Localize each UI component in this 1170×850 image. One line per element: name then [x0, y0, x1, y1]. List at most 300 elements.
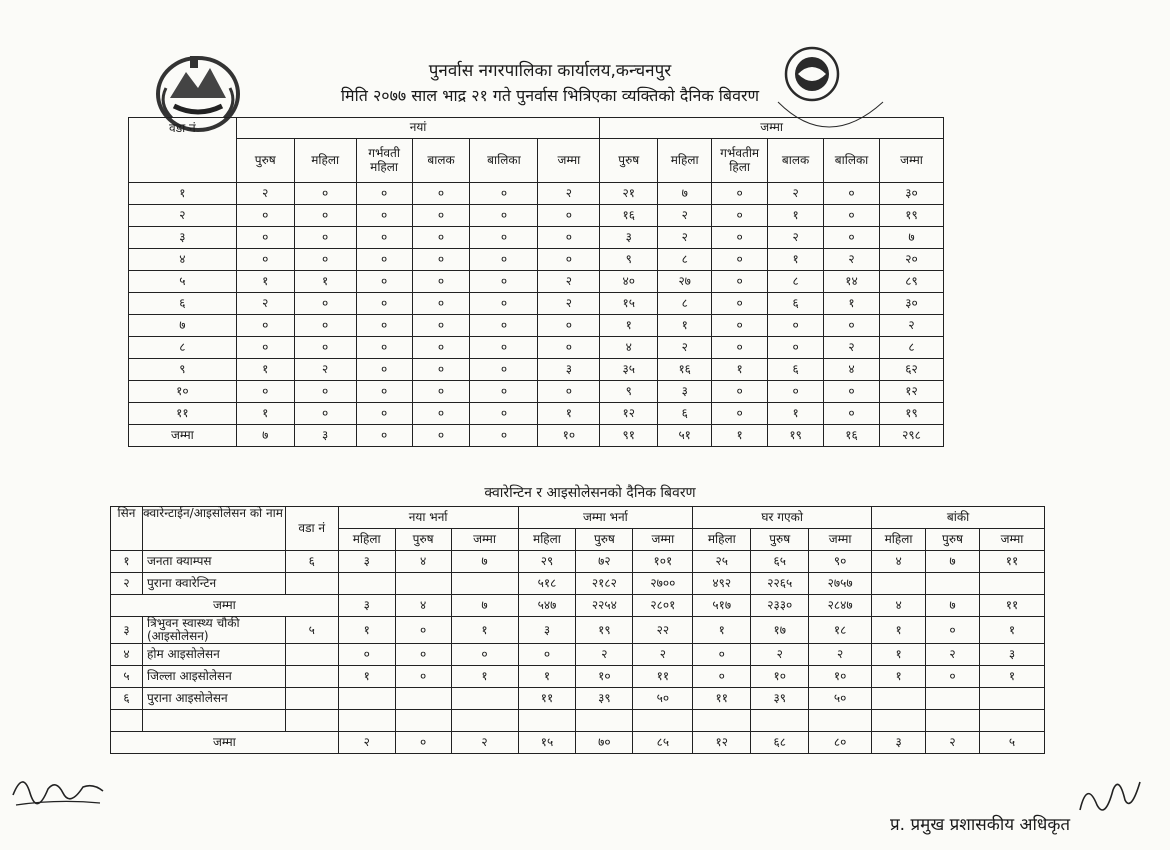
value-cell: १ [338, 666, 395, 688]
value-cell: २ [236, 183, 294, 205]
total-label: जम्मा [129, 425, 237, 447]
value-cell: ११ [633, 666, 693, 688]
value-cell: ० [395, 617, 451, 644]
value-cell: २२६५ [751, 573, 809, 595]
value-cell: १८ [809, 617, 872, 644]
daily-arrivals-table [128, 117, 944, 447]
value-cell: १५ [600, 293, 658, 315]
name-header: क्वारेन्टाईन/आइसोलेसन को नाम [142, 507, 285, 551]
value-cell: ० [356, 183, 412, 205]
value-cell: ० [356, 359, 412, 381]
value-cell: ० [712, 293, 768, 315]
value-cell [395, 688, 451, 710]
value-cell: ० [294, 315, 356, 337]
value-cell: ० [470, 227, 538, 249]
value-cell: ७ [658, 183, 712, 205]
value-cell: ० [470, 293, 538, 315]
value-cell: ११ [518, 688, 576, 710]
value-cell: ० [470, 249, 538, 271]
ward-cell: ६ [285, 551, 338, 573]
sub-header: जम्मा [451, 529, 518, 551]
value-cell: ७ [451, 595, 518, 617]
name-cell: होम आइसोलेसन [142, 644, 285, 666]
value-cell: २९८ [879, 425, 943, 447]
value-cell: ३ [338, 595, 395, 617]
value-cell: १२ [693, 732, 751, 754]
report-subtitle: मिति २०७७ साल भाद्र २१ गते पुनर्वास भित्रिएका व्यक्तिको दैनिक बिवरण [340, 86, 760, 105]
value-cell: ० [236, 227, 294, 249]
value-cell: ० [518, 644, 576, 666]
value-cell: ८५ [633, 732, 693, 754]
table-row [111, 617, 1045, 644]
value-cell: २७ [658, 271, 712, 293]
value-cell: ० [712, 337, 768, 359]
value-cell: ० [356, 249, 412, 271]
table-row [129, 205, 944, 227]
value-cell: २ [538, 293, 600, 315]
value-cell: १ [824, 293, 880, 315]
value-cell: ८ [658, 293, 712, 315]
value-cell: ६ [768, 293, 824, 315]
value-cell: ० [470, 359, 538, 381]
total-row [129, 425, 944, 447]
group-header: बांकी [872, 507, 1045, 529]
table-row [129, 183, 944, 205]
value-cell: ० [236, 315, 294, 337]
value-cell: ० [712, 249, 768, 271]
value-cell: ० [768, 315, 824, 337]
value-cell: ४ [872, 551, 926, 573]
value-cell: ७ [926, 595, 980, 617]
value-cell: ० [294, 381, 356, 403]
value-cell [926, 688, 980, 710]
value-cell: १ [712, 359, 768, 381]
value-cell: २ [633, 644, 693, 666]
quarantine-isolation-table [110, 506, 1045, 754]
total-header: जम्मा [600, 118, 944, 139]
col-header: गर्भवती महिला [356, 139, 412, 183]
value-cell: ५० [633, 688, 693, 710]
value-cell: ३५ [600, 359, 658, 381]
value-cell: ० [538, 337, 600, 359]
name-cell: पुराना आइसोलेसन [142, 688, 285, 710]
value-cell: ५१७ [693, 595, 751, 617]
value-cell: ३ [658, 381, 712, 403]
total-row [111, 595, 1045, 617]
sub-header: महिला [338, 529, 395, 551]
value-cell: १९ [879, 403, 943, 425]
value-cell: ० [294, 337, 356, 359]
value-cell: ६५ [751, 551, 809, 573]
value-cell [979, 688, 1044, 710]
value-cell: १ [294, 271, 356, 293]
value-cell: ० [470, 271, 538, 293]
sub-header: पुरुष [576, 529, 633, 551]
value-cell: ० [412, 381, 470, 403]
value-cell: १९ [576, 617, 633, 644]
value-cell [872, 710, 926, 732]
value-cell: १२ [879, 381, 943, 403]
value-cell: ११ [979, 595, 1044, 617]
value-cell: १ [451, 666, 518, 688]
value-cell: १ [872, 644, 926, 666]
ward-cell: ४ [129, 249, 237, 271]
value-cell: ० [236, 337, 294, 359]
value-cell: ४ [872, 595, 926, 617]
value-cell: २२५४ [576, 595, 633, 617]
ward-cell: ९ [129, 359, 237, 381]
sn-cell: ४ [111, 644, 143, 666]
value-cell: ० [412, 205, 470, 227]
value-cell: ३ [979, 644, 1044, 666]
value-cell: ० [712, 403, 768, 425]
value-cell: ४९२ [693, 573, 751, 595]
col-header: महिला [294, 139, 356, 183]
value-cell: ० [824, 381, 880, 403]
value-cell: २ [236, 293, 294, 315]
value-cell: ० [824, 315, 880, 337]
value-cell: ६ [658, 403, 712, 425]
value-cell [926, 573, 980, 595]
value-cell: ० [712, 183, 768, 205]
value-cell: १० [809, 666, 872, 688]
value-cell: १ [693, 617, 751, 644]
table-row [111, 644, 1045, 666]
sub-header: महिला [872, 529, 926, 551]
table-row [111, 666, 1045, 688]
table-row [111, 710, 1045, 732]
value-cell: १६ [824, 425, 880, 447]
col-header: महिला [658, 139, 712, 183]
value-cell: ५ [979, 732, 1044, 754]
value-cell: ० [712, 271, 768, 293]
table-row [129, 293, 944, 315]
value-cell: २ [576, 644, 633, 666]
value-cell [395, 573, 451, 595]
value-cell: ४ [395, 551, 451, 573]
sn-cell [111, 710, 143, 732]
col-header: जम्मा [538, 139, 600, 183]
value-cell: २८४७ [809, 595, 872, 617]
value-cell: ३० [879, 293, 943, 315]
value-cell: ० [356, 205, 412, 227]
value-cell: २ [809, 644, 872, 666]
value-cell: १ [768, 205, 824, 227]
value-cell: २ [751, 644, 809, 666]
value-cell: ९ [600, 249, 658, 271]
value-cell [693, 710, 751, 732]
value-cell: ० [824, 227, 880, 249]
value-cell: ८ [768, 271, 824, 293]
value-cell: ० [538, 205, 600, 227]
value-cell: २७५७ [809, 573, 872, 595]
value-cell [979, 710, 1044, 732]
table-row [111, 573, 1045, 595]
value-cell: २३३० [751, 595, 809, 617]
table-row [111, 551, 1045, 573]
value-cell [451, 573, 518, 595]
value-cell: १ [712, 425, 768, 447]
value-cell: १० [751, 666, 809, 688]
value-cell: ० [712, 205, 768, 227]
value-cell: ० [236, 205, 294, 227]
value-cell: ० [412, 183, 470, 205]
value-cell: ३९ [576, 688, 633, 710]
value-cell: ० [470, 425, 538, 447]
value-cell: ० [356, 315, 412, 337]
table-row [129, 381, 944, 403]
value-cell: ७ [451, 551, 518, 573]
table-row [129, 249, 944, 271]
sn-cell: १ [111, 551, 143, 573]
value-cell: २ [451, 732, 518, 754]
value-cell: ० [356, 227, 412, 249]
value-cell: ३ [538, 359, 600, 381]
sub-header: जम्मा [633, 529, 693, 551]
value-cell [809, 710, 872, 732]
value-cell: ० [693, 666, 751, 688]
value-cell: १ [538, 403, 600, 425]
value-cell: ० [451, 644, 518, 666]
value-cell: ११ [979, 551, 1044, 573]
name-cell [142, 710, 285, 732]
value-cell: ४ [600, 337, 658, 359]
value-cell: १ [768, 249, 824, 271]
value-cell: ० [294, 403, 356, 425]
value-cell [633, 710, 693, 732]
office-title: पुनर्वास नगरपालिका कार्यालय,कन्चनपुर [428, 61, 672, 81]
sub-header: पुरुष [395, 529, 451, 551]
value-cell: ८९ [879, 271, 943, 293]
value-cell: २० [879, 249, 943, 271]
value-cell: ० [712, 227, 768, 249]
value-cell: १४ [824, 271, 880, 293]
value-cell: २ [338, 732, 395, 754]
ward-cell [285, 666, 338, 688]
value-cell: १२ [600, 403, 658, 425]
value-cell: ० [412, 271, 470, 293]
ward-cell [285, 688, 338, 710]
value-cell: ३० [879, 183, 943, 205]
value-cell [872, 573, 926, 595]
sub-header: पुरुष [926, 529, 980, 551]
value-cell: २१८२ [576, 573, 633, 595]
value-cell: ४ [824, 359, 880, 381]
value-cell [451, 710, 518, 732]
col-header: बालिका [470, 139, 538, 183]
value-cell: ० [538, 315, 600, 337]
ward-cell: ६ [129, 293, 237, 315]
value-cell: ० [926, 666, 980, 688]
value-cell: १०१ [633, 551, 693, 573]
value-cell [872, 688, 926, 710]
ward-cell: ८ [129, 337, 237, 359]
sub-header: महिला [693, 529, 751, 551]
value-cell: ० [538, 227, 600, 249]
value-cell: ० [693, 644, 751, 666]
value-cell: ० [356, 425, 412, 447]
name-cell: जिल्ला आइसोलेसन [142, 666, 285, 688]
value-cell: १ [338, 617, 395, 644]
sn-header: सिन [111, 507, 143, 551]
ward-cell: २ [129, 205, 237, 227]
value-cell: १ [768, 403, 824, 425]
ward-cell: १ [129, 183, 237, 205]
value-cell: ० [412, 425, 470, 447]
group-header: जम्मा भर्ना [518, 507, 693, 529]
value-cell: २ [658, 205, 712, 227]
value-cell: ० [236, 249, 294, 271]
value-cell: ० [412, 227, 470, 249]
value-cell: १० [538, 425, 600, 447]
total-label: जम्मा [111, 595, 339, 617]
value-cell: १ [979, 617, 1044, 644]
name-cell: त्रिभुवन स्वास्थ्य चौकी (आइसोलेसन) [142, 617, 285, 644]
value-cell: ० [412, 249, 470, 271]
value-cell [751, 710, 809, 732]
value-cell: १९ [879, 205, 943, 227]
value-cell: ९ [600, 381, 658, 403]
value-cell: २१ [600, 183, 658, 205]
value-cell: १ [451, 617, 518, 644]
value-cell [979, 573, 1044, 595]
value-cell: २ [658, 337, 712, 359]
value-cell: ० [356, 293, 412, 315]
group-header: घर गएको [693, 507, 872, 529]
value-cell: २ [768, 227, 824, 249]
value-cell: ९१ [600, 425, 658, 447]
value-cell: ५४७ [518, 595, 576, 617]
value-cell: ११ [693, 688, 751, 710]
value-cell: १७ [751, 617, 809, 644]
value-cell: ० [412, 293, 470, 315]
value-cell: ३ [600, 227, 658, 249]
value-cell: ० [412, 315, 470, 337]
value-cell: ३९ [751, 688, 809, 710]
value-cell: ८० [809, 732, 872, 754]
value-cell: ० [412, 359, 470, 381]
value-cell: २ [658, 227, 712, 249]
col-header: गर्भवतीम हिला [712, 139, 768, 183]
value-cell: ० [712, 381, 768, 403]
value-cell: ५१ [658, 425, 712, 447]
new-header: नयां [236, 118, 600, 139]
name-cell: पुराना क्वारेन्टिन [142, 573, 285, 595]
value-cell: २ [926, 732, 980, 754]
sn-cell: २ [111, 573, 143, 595]
officer-designation: प्र. प्रमुख प्रशासकीय अधिकृत [890, 815, 1071, 835]
value-cell: २ [926, 644, 980, 666]
value-cell: ० [356, 381, 412, 403]
value-cell [338, 573, 395, 595]
col-header: बालक [768, 139, 824, 183]
value-cell: ३ [338, 551, 395, 573]
value-cell: ० [294, 205, 356, 227]
table-row [129, 315, 944, 337]
sn-cell: ५ [111, 666, 143, 688]
ward-cell [285, 710, 338, 732]
value-cell: ० [824, 403, 880, 425]
total-row [111, 732, 1045, 754]
value-cell: ७ [879, 227, 943, 249]
table-row [129, 359, 944, 381]
name-cell: जनता क्याम्पस [142, 551, 285, 573]
ward-cell [285, 644, 338, 666]
value-cell: १ [658, 315, 712, 337]
table-row [129, 337, 944, 359]
value-cell: ० [470, 205, 538, 227]
value-cell: १५ [518, 732, 576, 754]
value-cell: ० [356, 337, 412, 359]
ward-cell: ५ [285, 617, 338, 644]
value-cell: २५ [693, 551, 751, 573]
value-cell: ९० [809, 551, 872, 573]
sub-header: महिला [518, 529, 576, 551]
value-cell: १ [872, 666, 926, 688]
value-cell: ० [470, 337, 538, 359]
value-cell: ० [412, 403, 470, 425]
value-cell: ० [824, 183, 880, 205]
value-cell: २ [538, 183, 600, 205]
value-cell: ८ [879, 337, 943, 359]
value-cell: २२ [633, 617, 693, 644]
value-cell: २८०१ [633, 595, 693, 617]
ward-cell: ५ [129, 271, 237, 293]
value-cell: ० [768, 381, 824, 403]
value-cell: ७० [576, 732, 633, 754]
group-header: नया भर्ना [338, 507, 518, 529]
value-cell: १ [872, 617, 926, 644]
value-cell: ० [824, 205, 880, 227]
ward-cell: ११ [129, 403, 237, 425]
value-cell: ६ [768, 359, 824, 381]
value-cell: ७२ [576, 551, 633, 573]
value-cell: १ [600, 315, 658, 337]
value-cell: ५१८ [518, 573, 576, 595]
value-cell [338, 688, 395, 710]
ward-cell: ७ [129, 315, 237, 337]
value-cell: ० [294, 227, 356, 249]
sn-cell: ३ [111, 617, 143, 644]
table-row [129, 271, 944, 293]
value-cell: ० [294, 249, 356, 271]
value-cell [926, 710, 980, 732]
value-cell: १६ [658, 359, 712, 381]
value-cell: ४ [395, 595, 451, 617]
value-cell: १० [576, 666, 633, 688]
value-cell: २ [538, 271, 600, 293]
value-cell: ६८ [751, 732, 809, 754]
table-row [129, 403, 944, 425]
ward-header: वडा नं [129, 118, 237, 183]
value-cell: ७ [236, 425, 294, 447]
value-cell: ० [470, 183, 538, 205]
value-cell: २ [294, 359, 356, 381]
col-header: बालक [412, 139, 470, 183]
value-cell: ० [338, 644, 395, 666]
value-cell [576, 710, 633, 732]
value-cell: २ [824, 249, 880, 271]
ward-header: वडा नं [285, 507, 338, 551]
ward-cell [285, 573, 338, 595]
value-cell: ० [294, 293, 356, 315]
value-cell: २ [768, 183, 824, 205]
col-header: पुरुष [600, 139, 658, 183]
value-cell: ० [470, 381, 538, 403]
value-cell: ८ [658, 249, 712, 271]
value-cell: ७ [926, 551, 980, 573]
value-cell: १ [979, 666, 1044, 688]
